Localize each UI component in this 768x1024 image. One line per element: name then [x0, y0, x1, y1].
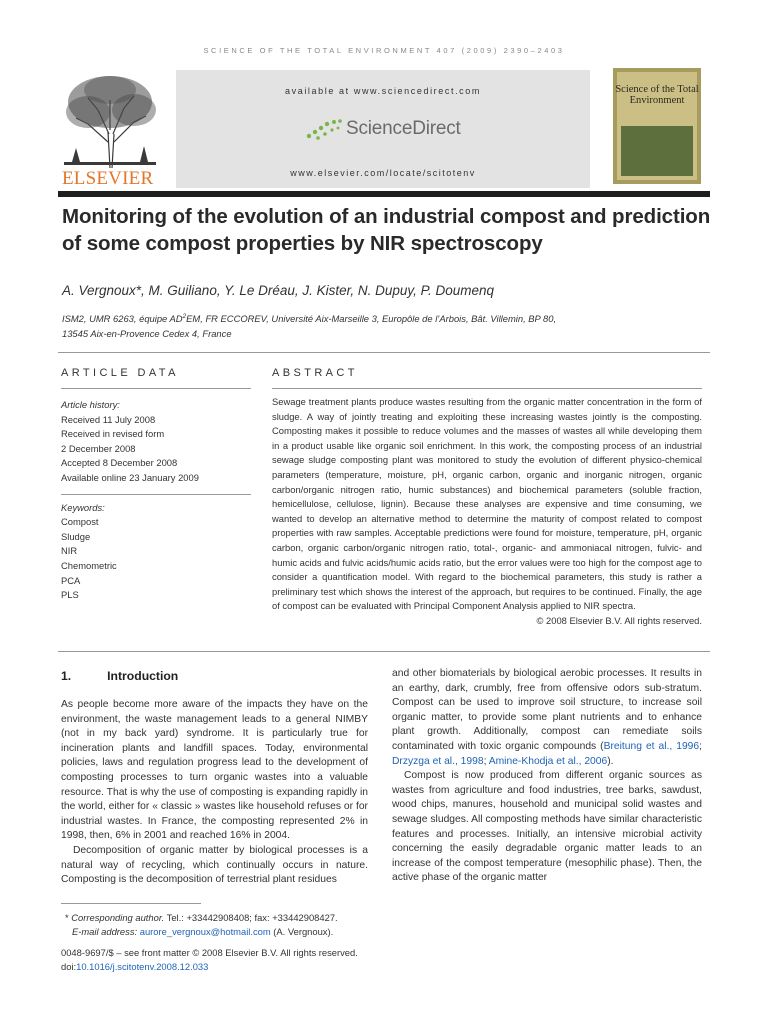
article-data-heading: ARTICLE DATA: [61, 367, 179, 379]
elsevier-logo: [58, 72, 162, 188]
article-data: [61, 398, 251, 603]
affiliation-part2: EM, FR ECCOREV, Université Aix-Marseille 3, Europôle de l’Arbois, Bât. Villemin, BP 80,: [186, 313, 557, 325]
abstract-copyright: © 2008 Elsevier B.V. All rights reserved.: [536, 614, 702, 626]
abstract-bottom-rule: [58, 651, 710, 652]
keyword-item: Compost: [61, 516, 99, 528]
history-item: Received 11 July 2008: [61, 413, 156, 425]
citation-separator: ;: [483, 755, 489, 767]
intro-column-left: [61, 698, 368, 888]
article-title: Monitoring of the evolution of an industrial compost and prediction of some compost properties by NIR spectroscopy: [62, 205, 711, 255]
footnote-phone: Tel.: +33442908408; fax: +33442908427.: [164, 912, 338, 923]
sciencedirect-dots-icon: [304, 116, 346, 144]
footnote-star: *: [65, 912, 69, 923]
citation-separator: ;: [699, 740, 703, 752]
affiliation-line2: 13545 Aix-en-Provence Cedex 4, France: [62, 328, 232, 340]
running-head: SCIENCE OF THE TOTAL ENVIRONMENT 407 (2009) 2390–2403: [203, 46, 565, 55]
section-number: 1.: [61, 669, 72, 683]
intro-paragraph-text: ).: [607, 755, 614, 767]
affiliation-part1: ISM2, UMR 6263, équipe AD: [62, 313, 183, 325]
footnote-email-suffix: (A. Vergnoux).: [270, 926, 334, 937]
sciencedirect-logo: [304, 116, 504, 146]
banner-available-text: available at www.sciencedirect.com: [285, 86, 481, 96]
issn-line: 0048-9697/$ – see front matter © 2008 Elsevier B.V. All rights reserved.: [61, 947, 358, 958]
footnote-email-link[interactable]: aurore_vergnoux@hotmail.com: [139, 926, 271, 937]
front-matter: [61, 946, 541, 974]
article-authors: A. Vergnoux*, M. Guiliano, Y. Le Dréau, J. Kister, N. Dupuy, P. Doumenq: [62, 283, 494, 298]
journal-cover-title: Science of the Total Environment: [615, 84, 699, 106]
section-title: Introduction: [107, 669, 179, 683]
abstract: [272, 395, 702, 629]
citation-link[interactable]: Breitung et al., 1996: [603, 740, 700, 752]
footnote-rule: [61, 903, 201, 904]
article-data-rule: [61, 388, 251, 389]
history-item: Received in revised form: [61, 428, 165, 440]
footnote-line: [61, 911, 541, 925]
footnote-email-label: E-mail address:: [72, 926, 138, 937]
keywords-label: Keywords:: [61, 501, 105, 513]
abstract-rule: [272, 388, 702, 389]
title-rule: [58, 352, 710, 353]
corresponding-author-footnote: [61, 911, 541, 939]
keyword-item: PLS: [61, 589, 79, 601]
history-item: Accepted 8 December 2008: [61, 457, 178, 469]
intro-paragraph: [392, 667, 702, 769]
elsevier-tree-icon: [58, 72, 162, 170]
intro-paragraph: Compost is now produced from different organic sources as wastes from agriculture and food industries, tree barks, sawdust, wood chips, manures, household and municipal solid wastes and sewage sludges. All composting methods have similar characteristic features and processes. Initially, an intensive microbial activity concerning the easily degradable organic matter leads to an increase of the compost temperature (mesophilic phase). Then, the active phase of the organic matter: [392, 770, 702, 884]
citation-link[interactable]: Drzyzga et al., 1998: [392, 755, 484, 767]
keywords-rule: [61, 494, 251, 495]
history-label: Article history:: [61, 399, 120, 410]
journal-cover: [613, 68, 701, 184]
elsevier-wordmark: ELSEVIER: [62, 168, 154, 189]
keyword-item: Sludge: [61, 530, 91, 542]
sciencedirect-banner: [176, 70, 590, 188]
history-item: 2 December 2008: [61, 442, 136, 454]
doi-line: [61, 960, 541, 974]
footnote-corresponding: Corresponding author.: [71, 912, 165, 923]
intro-column-right: [392, 667, 702, 886]
intro-paragraph-text: and other biomaterials by biological aerobic processes. It results in an earthy, dark, crumbly, free from offensive odors sub-stratum. Compost can be used to improve soil structure, to increase soil organic matter, to provide some plant nutrients and to enhance plant growth. Additionally, compost can remediate soils contaminated with toxic organic compounds (: [392, 668, 702, 752]
abstract-heading: ABSTRACT: [272, 367, 358, 379]
history-item: Available online 23 January 2009: [61, 471, 199, 483]
footnote-email-line: [61, 925, 541, 939]
section-heading-introduction: [61, 669, 178, 683]
banner-journal-url[interactable]: www.elsevier.com/locate/scitotenv: [290, 168, 476, 178]
intro-paragraph: As people become more aware of the impacts they have on the environment, the waste management leads to a general NIMBY (not in my back yard) syndrome. It is particularly true for incineration plants and landfill spaces. Today, environmental policies, laws and regulation progress lead to the development of composting processes to turn organic wastes into a valuable resource. That is why the use of composting is expanding rapidly in the world, either for « classic » wastes like household refuses or for industrial wastes. In France, the composting represented 2% in 1998, then, 6% in 2001 and reached 16% in 2004.: [61, 699, 368, 842]
abstract-text: Sewage treatment plants produce wastes resulting from the organic matter concentration in the form of sludge. A way of jointly treating and exploiting these increasing wastes jointly is the composting. Composting makes it possible to reduce volumes and the masses of wastes all while developing them in a product usable like organic soil enrichment. In this work, the composting process of an industrial sewage sludge composting plant was monitored to study the evolution of different physico-chemical parameters (temperature, moisture, pH, organic carbon, organic and inorganic nitrogen, organic carbon/organic nitrogen ratio, humic substances) and biochemical parameters (soluble fraction, hemicellulose, cellulose, lignin). Because these analyses are expensive and time consuming, we wanted to develop an alternative method to determine the maturity of compost related to compost properties with raw samples. Acceptable predictions were found for moisture, temperature, pH, organic carbon, organic carbon/organic nitrogen ratio, total-, organic- and ammoniacal nitrogen, fulvic- and humic acids and fulvic acids/humic acids ratio, but the error values were too high for the compost age to consider a quantification model. With regard to the biochemical parameters, this study is rather a preliminary test which shows the interest of the approach, but requires to be continued. Finally, the age of compost can be evaluated with Principal Component Analysis applied to NIR spectra.: [272, 396, 702, 612]
citation-link[interactable]: Amine-Khodja et al., 2006: [488, 755, 608, 767]
affiliation-superscript: 2: [182, 313, 187, 320]
journal-cover-image: [621, 126, 693, 176]
doi-label: doi:: [61, 961, 77, 972]
keyword-item: PCA: [61, 574, 81, 586]
keyword-item: NIR: [61, 545, 78, 557]
intro-paragraph: Decomposition of organic matter by biological processes is a natural way of recycling, which continually occurs in nature. Composting is the decomposition of terrestrial plant residues: [61, 844, 368, 886]
article-affiliation: [62, 309, 662, 341]
sciencedirect-wordmark: ScienceDirect: [346, 118, 461, 139]
header-rule: [58, 191, 710, 197]
doi-link[interactable]: 10.1016/j.scitotenv.2008.12.033: [76, 961, 209, 972]
keyword-item: Chemometric: [61, 559, 117, 571]
